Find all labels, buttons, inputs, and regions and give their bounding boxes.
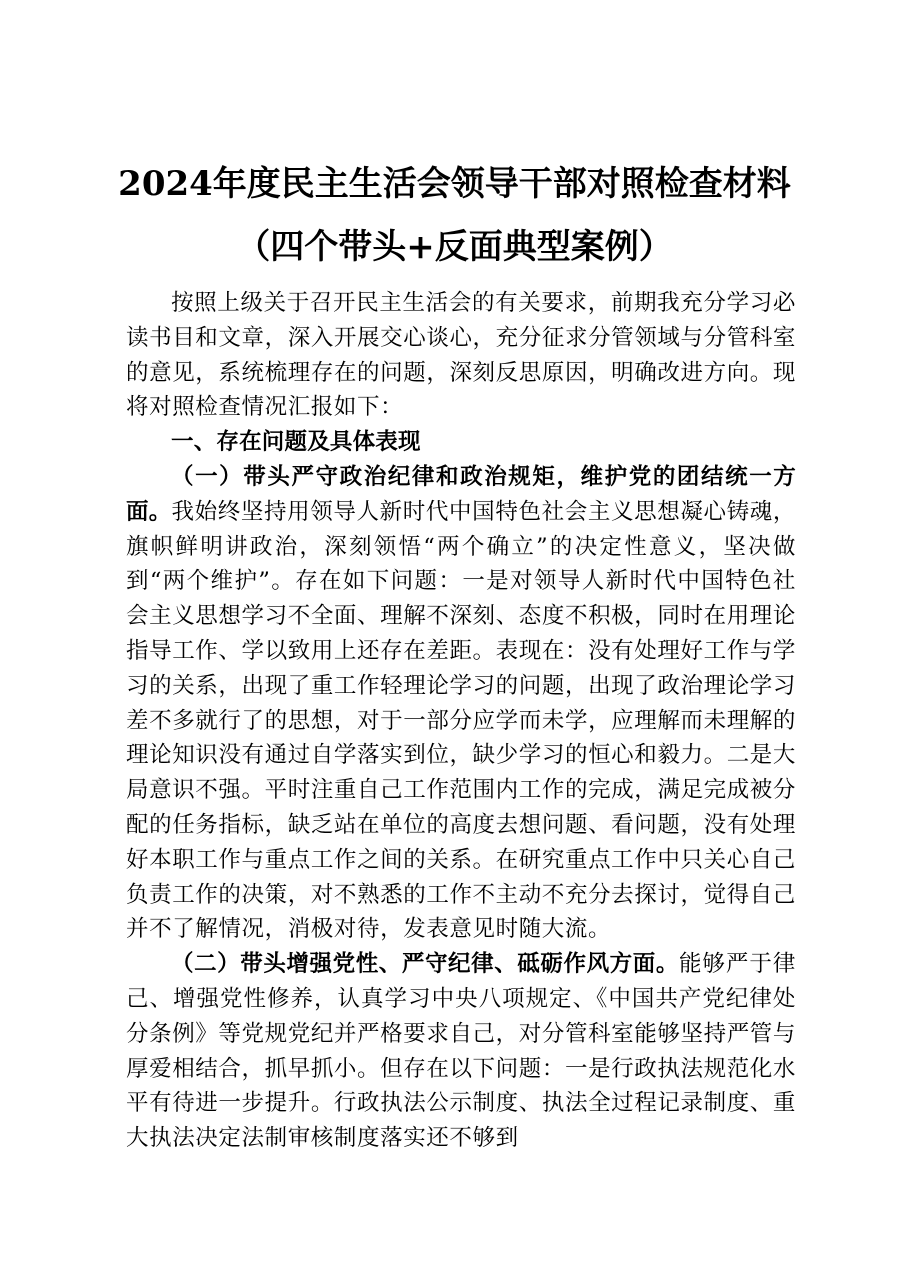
document-body: [126, 286, 796, 1156]
item-1-title: （一）带头严守政治纪律和政治规矩，维护党的团结统一方面。: [126, 463, 796, 525]
item-1-body: 我始终坚持用领导人新时代中国特色社会主义思想凝心铸魂，旗帜鲜明讲政治，深刻领悟“两个确立”的决定性意义，坚决做到“两个维护”。存在如下问题：一是对领导人新时代中国特色社会主义思想学习不全面、理解不深刻、态度不积极，同时在用理论指导工作、学以致用上还存在差距。表现在：没有处理好工作与学习的关系，出现了重工作轻理论学习的问题，出现了政治理论学习差不多就行了的思想，对于一部分应学而未学，应理解而未理解的理论知识没有通过自学落实到位，缺少学习的恒心和毅力。二是大局意识不强。平时注重自己工作范围内工作的完成，满足完成被分配的任务指标，缺乏站在单位的高度去想问题、看问题，没有处理好本职工作与重点工作之间的关系。在研究重点工作中只关心自己负责工作的决策，对不熟悉的工作不主动不充分去探讨，觉得自己并不了解情况，消极对待，发表意见时随大流。: [126, 498, 796, 943]
item-2-body: 能够严于律己、增强党性修养，认真学习中央八项规定、《中国共产党纪律处分条例》等党规党纪并严格要求自己，对分管科室能够坚持严管与厚爱相结合，抓早抓小。但存在以下问题：一是行政执法规范化水平有待进一步提升。行政执法公示制度、执法全过程记录制度、重大执法决定法制审核制度落实还不够到: [126, 951, 796, 1152]
document-subtitle: （四个带头+反面典型案例）: [236, 227, 673, 267]
document-title: 2024年度民主生活会领导干部对照检查材料: [118, 164, 791, 204]
item-2-paragraph: [126, 947, 796, 1156]
item-1-paragraph: [126, 460, 796, 947]
item-2-title: （二）带头增强党性、严守纪律、砥砺作风方面。: [171, 951, 679, 978]
section-heading: 一、存在问题及具体表现: [171, 429, 421, 456]
intro-paragraph: 按照上级关于召开民主生活会的有关要求，前期我充分学习必读书目和文章，深入开展交心谈心，充分征求分管领域与分管科室的意见，系统梳理存在的问题，深刻反思原因，明确改进方向。现将对照检查情况汇报如下：: [126, 290, 796, 421]
